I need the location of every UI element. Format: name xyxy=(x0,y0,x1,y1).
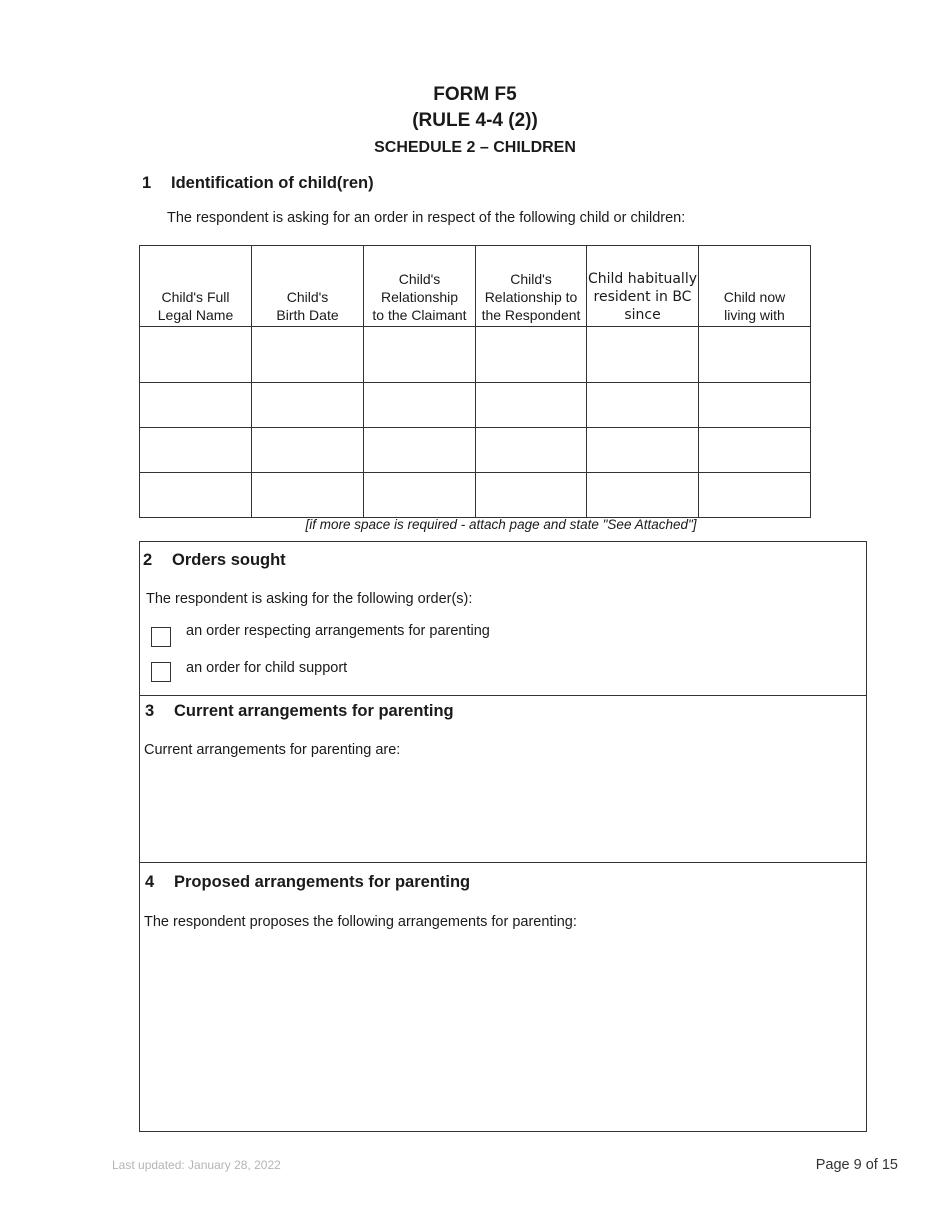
table-note: [if more space is required - attach page and state "See Attached"] xyxy=(305,517,697,532)
section-1-number: 1 xyxy=(142,174,152,192)
table-cell[interactable] xyxy=(364,327,476,383)
table-cell[interactable] xyxy=(140,428,252,473)
table-cell[interactable] xyxy=(699,383,811,428)
table-cell[interactable] xyxy=(476,383,587,428)
table-cell[interactable] xyxy=(140,327,252,383)
table-cell[interactable] xyxy=(699,473,811,518)
table-cell[interactable] xyxy=(476,327,587,383)
table-cell[interactable] xyxy=(252,327,364,383)
column-header-birth-date: Child's Birth Date xyxy=(252,246,364,327)
section-4-heading xyxy=(145,873,470,892)
section-3-box xyxy=(139,695,867,863)
column-header-living-with: Child now living with xyxy=(699,246,811,327)
section-3-title: Current arrangements for parenting xyxy=(174,702,454,720)
table-cell[interactable] xyxy=(364,428,476,473)
section-2-number: 2 xyxy=(143,551,153,569)
form-title: FORM F5 xyxy=(433,84,517,105)
table-cell[interactable] xyxy=(252,383,364,428)
section-2-intro: The respondent is asking for the following order(s): xyxy=(146,591,473,607)
section-1-title: Identification of child(ren) xyxy=(171,174,374,192)
section-1-intro: The respondent is asking for an order in respect of the following child or children: xyxy=(167,210,686,226)
section-3-number: 3 xyxy=(145,702,155,720)
table-cell[interactable] xyxy=(587,327,699,383)
table-row xyxy=(140,327,811,383)
parenting-order-checkbox[interactable] xyxy=(151,627,171,647)
section-3-heading xyxy=(145,702,454,721)
section-4-number: 4 xyxy=(145,873,155,891)
table-cell[interactable] xyxy=(587,473,699,518)
section-4-title: Proposed arrangements for parenting xyxy=(174,873,471,891)
table-cell[interactable] xyxy=(699,327,811,383)
table-row xyxy=(140,383,811,428)
table-cell[interactable] xyxy=(476,428,587,473)
table-cell[interactable] xyxy=(364,473,476,518)
children-table xyxy=(139,245,811,518)
page-number: Page 9 of 15 xyxy=(815,1157,898,1173)
table-cell[interactable] xyxy=(587,383,699,428)
table-row xyxy=(140,473,811,518)
table-cell[interactable] xyxy=(140,383,252,428)
column-header-relationship-respondent: Child's Relationship to the Respondent xyxy=(476,246,587,327)
last-updated: Last updated: January 28, 2022 xyxy=(112,1158,281,1172)
column-header-resident-since: Child habitually resident in BC since xyxy=(587,246,699,327)
child-support-label: an order for child support xyxy=(186,660,348,676)
table-cell[interactable] xyxy=(252,428,364,473)
table-row xyxy=(140,428,811,473)
proposed-arrangements-field[interactable] xyxy=(144,939,860,1124)
current-arrangements-field[interactable] xyxy=(144,767,860,855)
table-cell[interactable] xyxy=(364,383,476,428)
child-support-checkbox[interactable] xyxy=(151,662,171,682)
table-cell[interactable] xyxy=(140,473,252,518)
schedule-title: SCHEDULE 2 – CHILDREN xyxy=(374,139,576,156)
section-2-box xyxy=(139,541,867,696)
table-cell[interactable] xyxy=(699,428,811,473)
section-4-intro: The respondent proposes the following arrangements for parenting: xyxy=(144,914,577,930)
section-1-heading xyxy=(142,174,374,193)
column-header-full-name: Child's Full Legal Name xyxy=(140,246,252,327)
section-2-title: Orders sought xyxy=(172,551,286,569)
section-4-box xyxy=(139,862,867,1132)
table-cell[interactable] xyxy=(252,473,364,518)
parenting-order-label: an order respecting arrangements for parenting xyxy=(186,623,490,639)
table-cell[interactable] xyxy=(587,428,699,473)
section-2-heading xyxy=(143,551,286,570)
table-cell[interactable] xyxy=(476,473,587,518)
section-3-intro: Current arrangements for parenting are: xyxy=(144,742,401,758)
column-header-relationship-claimant: Child's Relationship to the Claimant xyxy=(364,246,476,327)
form-rule: (RULE 4-4 (2)) xyxy=(412,110,538,131)
